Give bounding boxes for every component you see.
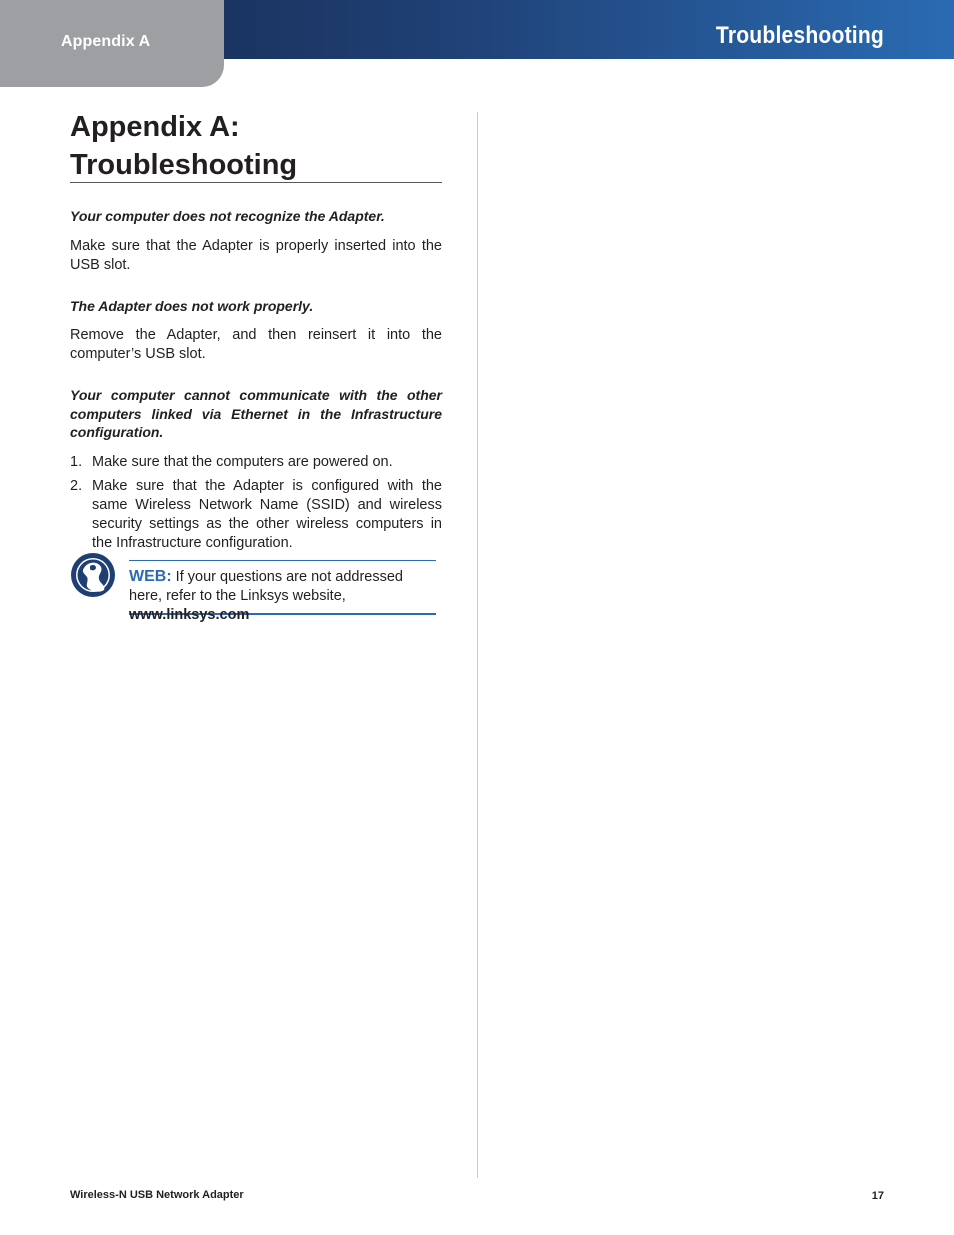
header-section-title: Troubleshooting — [715, 22, 884, 49]
steps-list — [70, 453, 442, 553]
page-title-line2: Troubleshooting — [70, 149, 298, 181]
web-note-body: If your questions are not addressed here, refer to the Linksys website, — [129, 569, 403, 604]
question-heading: Your computer cannot communicate with the other computers linked via Ethernet in the Infrastructure configuration. — [70, 387, 442, 440]
list-item-number: 1. — [70, 453, 83, 470]
header-tab — [0, 0, 224, 87]
header-tab-label: Appendix A — [61, 33, 151, 50]
list-item — [70, 453, 442, 472]
page-title-line1: Appendix A: — [70, 111, 240, 143]
footer-product-name: Wireless-N USB Network Adapter — [70, 1189, 244, 1201]
web-note-box — [129, 560, 436, 623]
web-note-text — [129, 567, 436, 625]
list-item-text: Make sure that the Adapter is configured with the same Wireless Network Name (SSID) and wireless security settings as the other wireless computers in the Infrastructure configuration. — [92, 477, 442, 551]
footer-page-number: 17 — [871, 1190, 884, 1202]
left-column — [70, 108, 442, 558]
page-title — [70, 108, 442, 183]
list-item — [70, 477, 442, 553]
list-item-number: 2. — [70, 477, 83, 494]
column-divider — [477, 112, 478, 1178]
globe-icon — [70, 552, 116, 598]
web-note-label: WEB: — [129, 568, 172, 585]
question-heading: The Adapter does not work properly. — [70, 297, 314, 314]
list-item-text: Make sure that the computers are powered on. — [92, 453, 393, 470]
question-heading: Your computer does not recognize the Adapter. — [70, 208, 385, 224]
answer-paragraph: Remove the Adapter, and then reinsert it into the computer’s USB slot. — [70, 327, 442, 362]
linksys-website-link[interactable]: www.linksys.com — [129, 607, 250, 623]
web-note — [70, 552, 436, 623]
answer-paragraph: Make sure that the Adapter is properly inserted into the USB slot. — [70, 237, 442, 273]
